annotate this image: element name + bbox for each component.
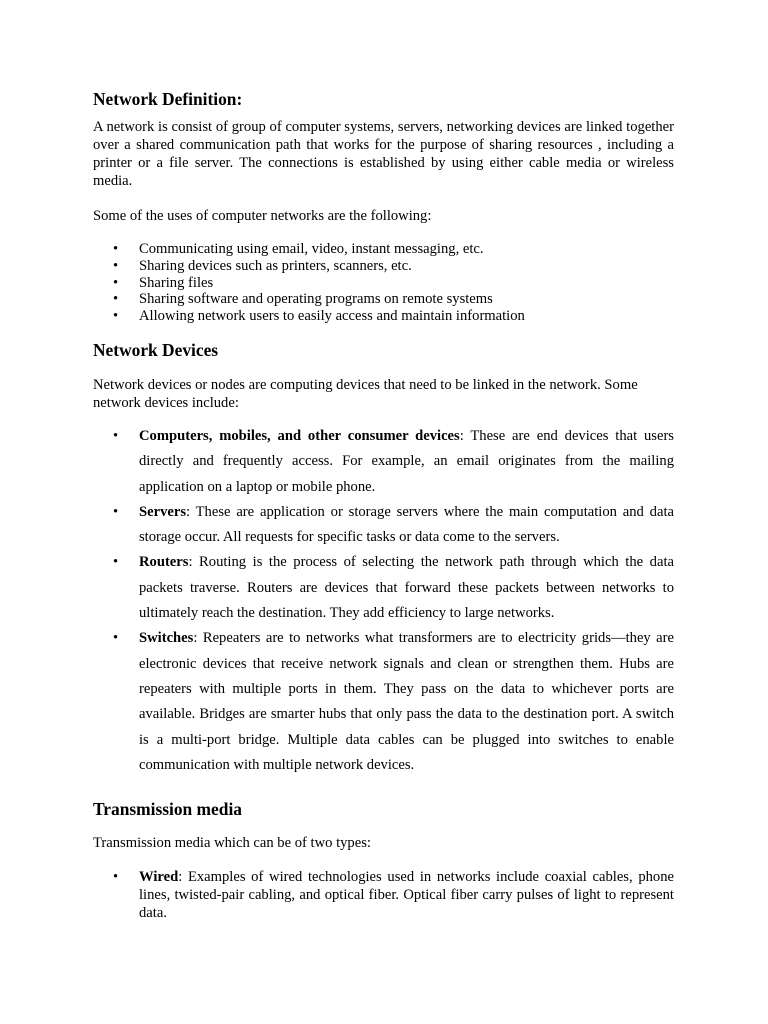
term: Switches <box>139 630 194 647</box>
list-item: • Routers: Routing is the process of selecting the network path through which the data packets traverse. Routers are devices that forward these packets between networks to ultimately reach the destination. They add efficiency to large networks. <box>93 550 674 626</box>
bullet-icon: • <box>113 241 119 257</box>
bullet-icon: • <box>113 274 119 291</box>
list-item: • Allowing network users to easily access and maintain information <box>113 308 525 325</box>
heading-network-devices: Network Devices <box>93 339 219 360</box>
list-item: • Communicating using email, video, instant messaging, etc. <box>113 241 484 257</box>
media-intro: Transmission media which can be of two types: <box>93 835 371 852</box>
list-item: • Computers, mobiles, and other consumer devices: These are end devices that users directly and frequently access. For example, an email originates from the mailing application on a laptop or mobile phone. <box>93 424 674 500</box>
list-item: • Sharing devices such as printers, scanners, etc. <box>113 257 412 274</box>
term: Servers <box>139 503 187 520</box>
heading-transmission-media: Transmission media <box>93 799 242 820</box>
uses-list <box>93 241 674 325</box>
bullet-icon: • <box>113 257 119 274</box>
list-item: • Servers: These are application or storage servers where the main computation and data storage occur. All requests for specific tasks or data come to the servers. <box>93 500 674 551</box>
term: Computers, mobiles, and other consumer devices <box>139 427 460 444</box>
media-list <box>93 868 674 922</box>
term: Wired <box>139 869 179 886</box>
definition-paragraph: A network is consist of group of computer systems, servers, networking devices are linked together over a shared communication path that works for the purpose of sharing resources , including a printer or a file server. The connections is established by using either cable media or wireless media. <box>93 119 674 189</box>
devices-intro: Network devices or nodes are computing devices that need to be linked in the network. Some network devices include: <box>93 376 638 411</box>
bullet-icon: • <box>113 427 119 444</box>
bullet-icon: • <box>113 291 119 308</box>
list-item: • Sharing files <box>113 274 214 291</box>
bullet-icon: • <box>113 869 119 886</box>
bullet-icon: • <box>113 308 119 325</box>
term: Routers <box>139 554 189 571</box>
uses-intro: Some of the uses of computer networks are the following: <box>93 208 432 224</box>
list-item: • Wired: Examples of wired technologies used in networks include coaxial cables, phone lines, twisted-pair cabling, and optical fiber. Optical fiber carry pulses of light to represent data. <box>113 869 674 922</box>
heading-network-definition: Network Definition: <box>93 89 243 109</box>
list-item: • Switches: Repeaters are to networks what transformers are to electricity grids—they are electronic devices that receive network signals and clean or strengthen them. Hubs are repeaters with multiple ports in them. They pass on the data to whichever ports are available. Bridges are smarter hubs that only pass the data to the destination port. A switch is a multi-port bridge. Multiple data cables can be plugged into switches to enable communication with multiple network devices. <box>93 626 674 778</box>
devices-list <box>93 424 674 778</box>
bullet-icon: • <box>113 630 119 647</box>
document-content <box>93 86 674 922</box>
bullet-icon: • <box>113 503 119 520</box>
bullet-icon: • <box>113 554 119 571</box>
list-item: • Sharing software and operating programs on remote systems <box>113 291 493 308</box>
